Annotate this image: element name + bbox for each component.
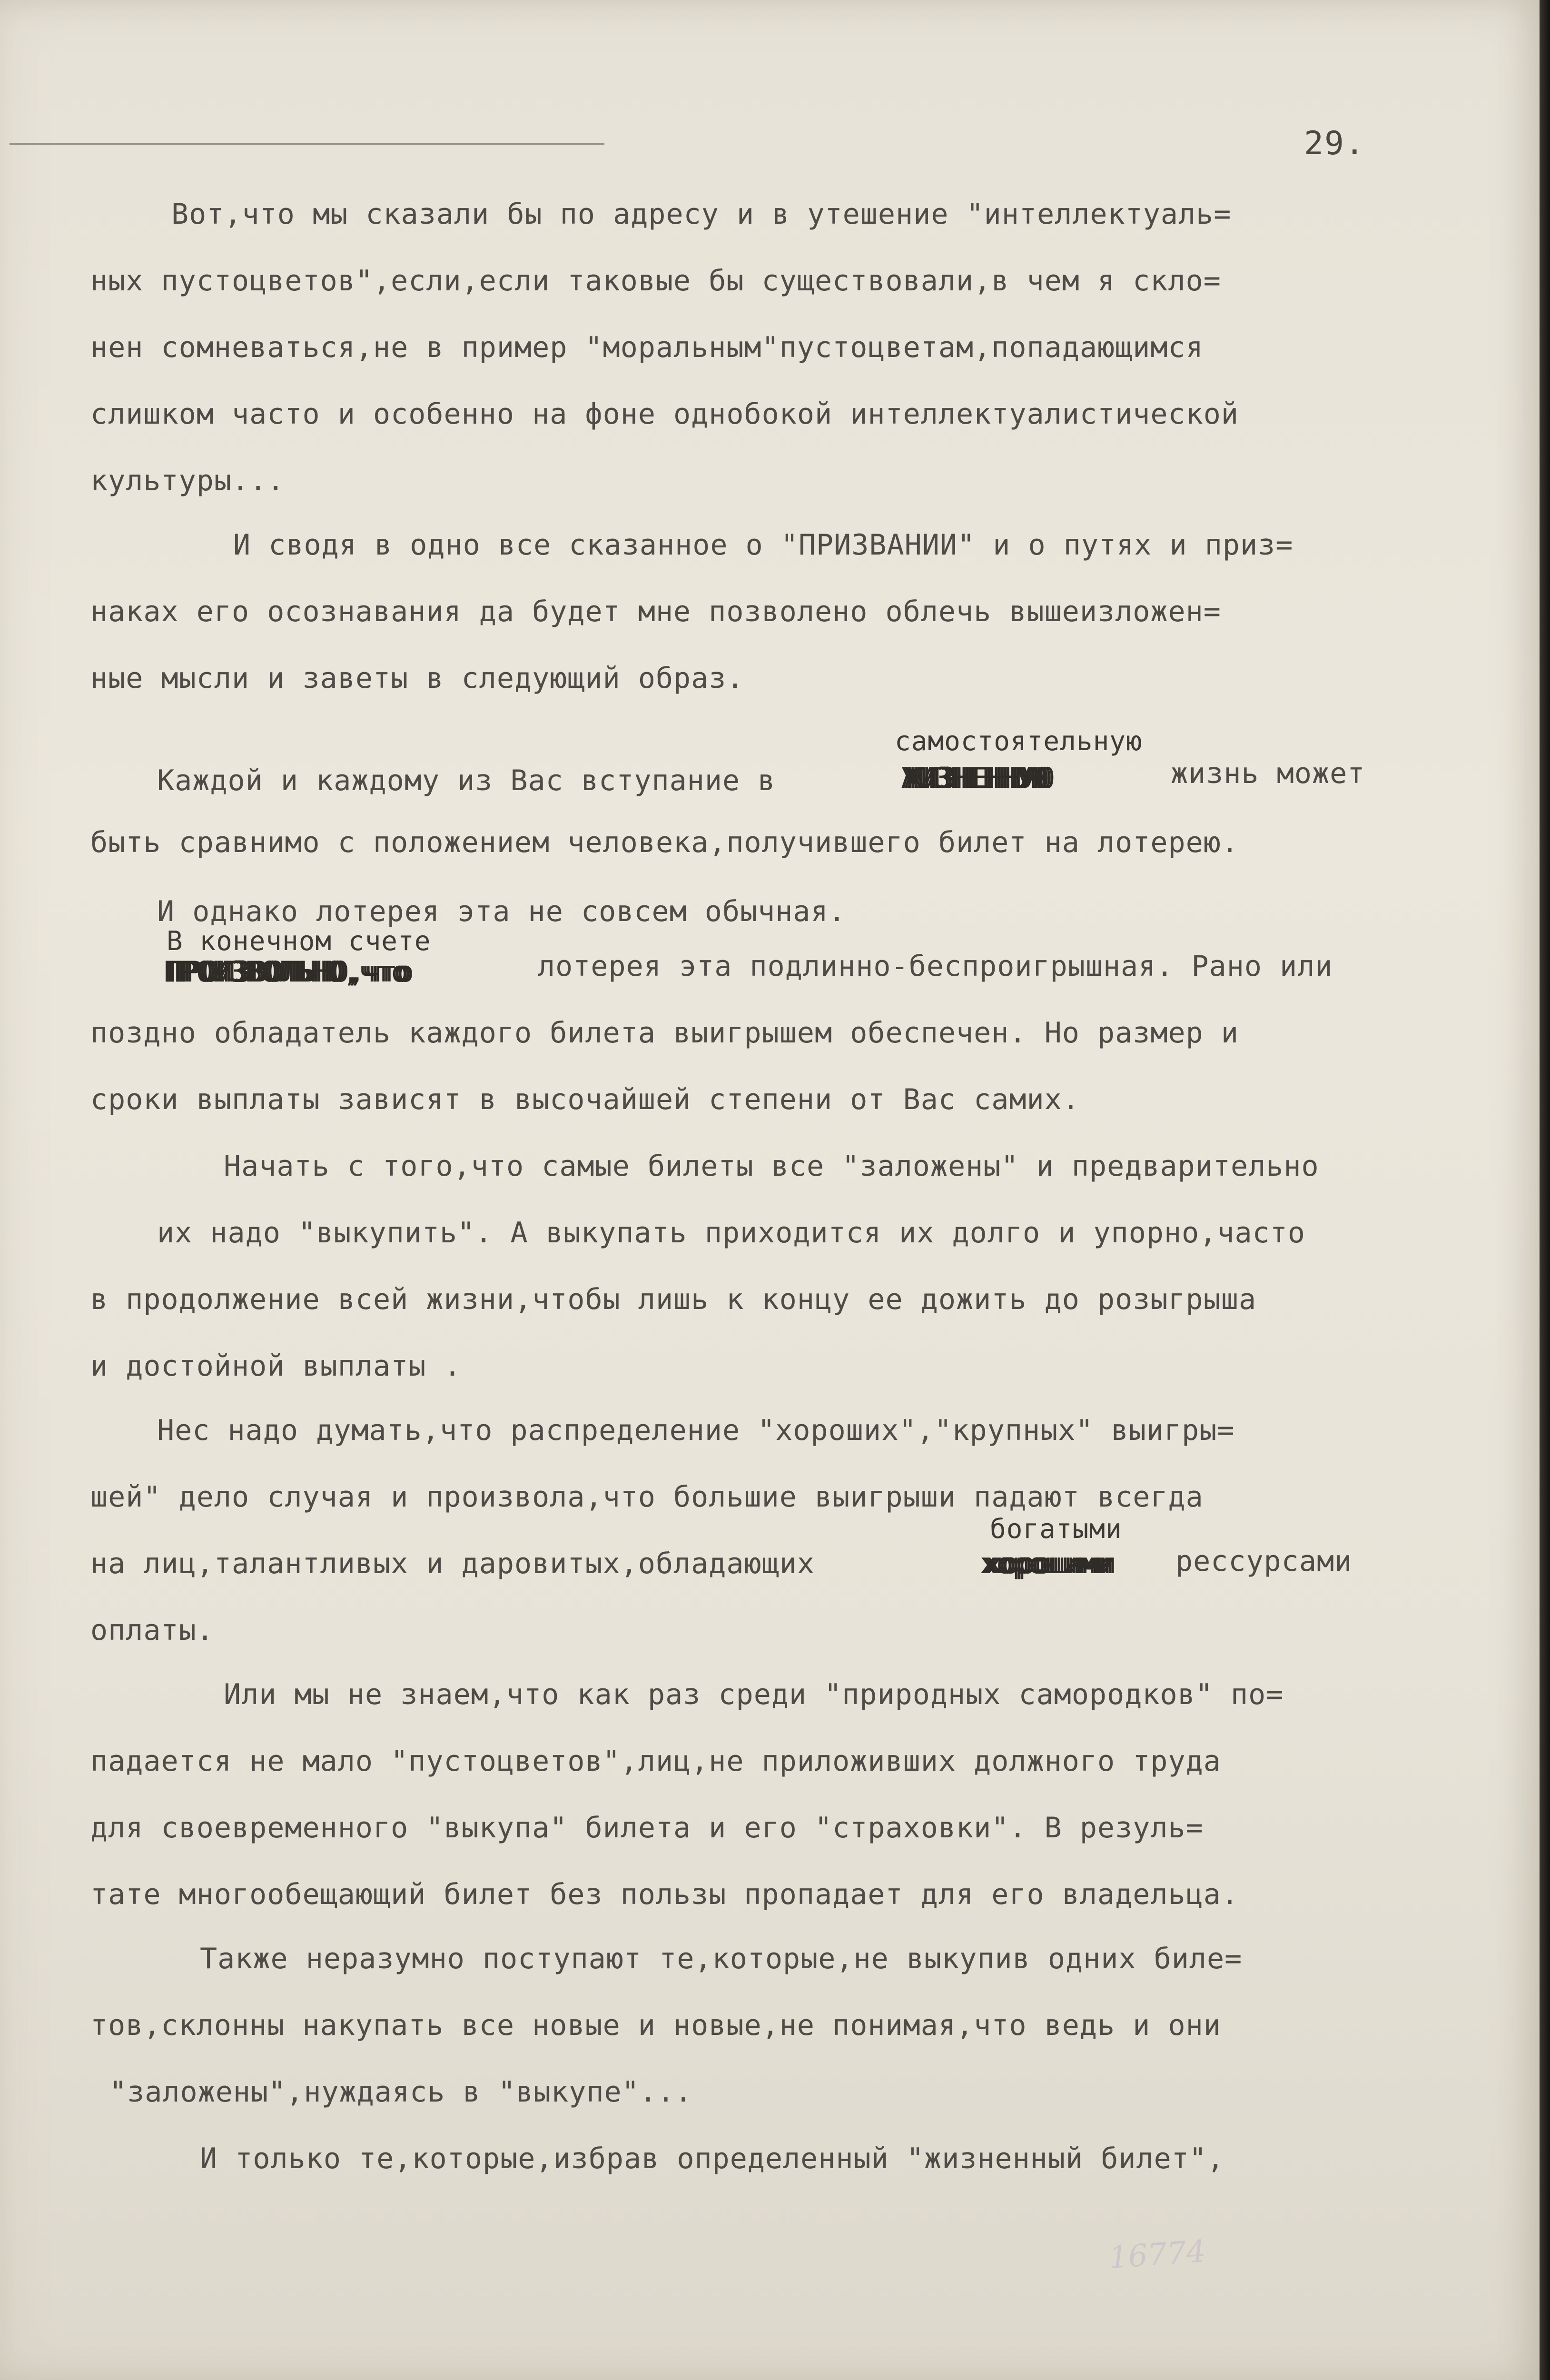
text-line: для своевременного "выкупа" билета и его "страховки". В резуль= [90,1811,1204,1844]
text-line: их надо "выкупить". А выкупать приходится их долго и упорно,часто [157,1216,1305,1250]
text-line: И только те,которые,избрав определенный "жизненный билет", [200,2142,1225,2175]
text-line: лотерея эта подлинно-беспроигрышная. Рано или [538,950,1333,983]
text-line: "заложены",нуждаясь в "выкупе"... [109,2075,693,2109]
text-line: ные мысли и заветы в следующий образ. [90,662,744,695]
text-line: сроки выплаты зависят в высочайшей степени от Вас самих. [90,1083,1080,1116]
struck-word: ПРОИЗВОЛЬНО,что [167,955,410,989]
struck-word: хорошими [983,1547,1113,1580]
struck-word: ЖИЗНЕННУЮ [904,762,1051,795]
insert-text: богатыми [990,1514,1122,1545]
text-line: Также неразумно поступают те,которые,не выкупив одних биле= [200,1942,1243,1975]
text-line: оплаты. [90,1614,214,1647]
page-number: 29. [1304,125,1365,162]
text-line: на лиц,талантливых и даровитых,обладающих [90,1547,815,1580]
insert-text: В конечном счете [167,926,431,957]
archive-stamp: 16774 [1107,2233,1207,2276]
text-line: слишком часто и особенно на фоне однобокой интеллектуалистической [90,397,1239,431]
text-line: рессурсами [1175,1545,1353,1578]
text-line: поздно обладатель каждого билета выигрышем обеспечен. Но размер и [90,1016,1239,1050]
text-line: в продолжение всей жизни,чтобы лишь к концу ее дожить до розыгрыша [90,1283,1257,1316]
text-line: Нес надо думать,что распределение "хороших","крупных" выигры= [157,1414,1235,1447]
insert-text: самостоятельную [895,726,1143,757]
header-rule [10,143,604,145]
text-line: Начать с того,что самые билеты все "заложены" и предварительно [224,1150,1319,1183]
page-edge-shadow [1540,0,1550,2380]
text-line: шей" дело случая и произвола,что большие выигрыши падают всегда [90,1480,1204,1514]
text-line: тов,склонны накупать все новые и новые,не понимая,что ведь и они [90,2009,1221,2042]
text-line: и достойной выплаты . [90,1349,462,1383]
text-line: жизнь может [1171,757,1365,790]
text-line: Или мы не знаем,что как раз среди "природных самородков" по= [224,1678,1284,1711]
text-line: И сводя в одно все сказанное о "ПРИЗВАНИИ" и о путях и приз= [233,528,1293,562]
text-line: И однако лотерея эта не совсем обычная. [157,895,846,928]
text-line: Вот,что мы сказали бы по адресу и в утешение "интеллектуаль= [171,198,1232,231]
text-line: падается не мало "пустоцветов",лиц,не приложивших должного труда [90,1745,1221,1778]
text-line: культуры... [90,464,285,497]
text-line: наках его осознавания да будет мне позволено облечь вышеизложен= [90,595,1221,628]
text-line: Каждой и каждому из Вас вступание в [157,764,776,797]
text-line: нен сомневаться,не в пример "моральным"пустоцветам,попадающимся [90,331,1204,364]
text-line: ных пустоцветов",если,если таковые бы существовали,в чем я скло= [90,264,1221,298]
text-line: тате многообещающий билет без пользы пропадает для его владельца. [90,1878,1239,1911]
text-line: быть сравнимо с положением человека,получившего билет на лотерею. [90,826,1239,859]
